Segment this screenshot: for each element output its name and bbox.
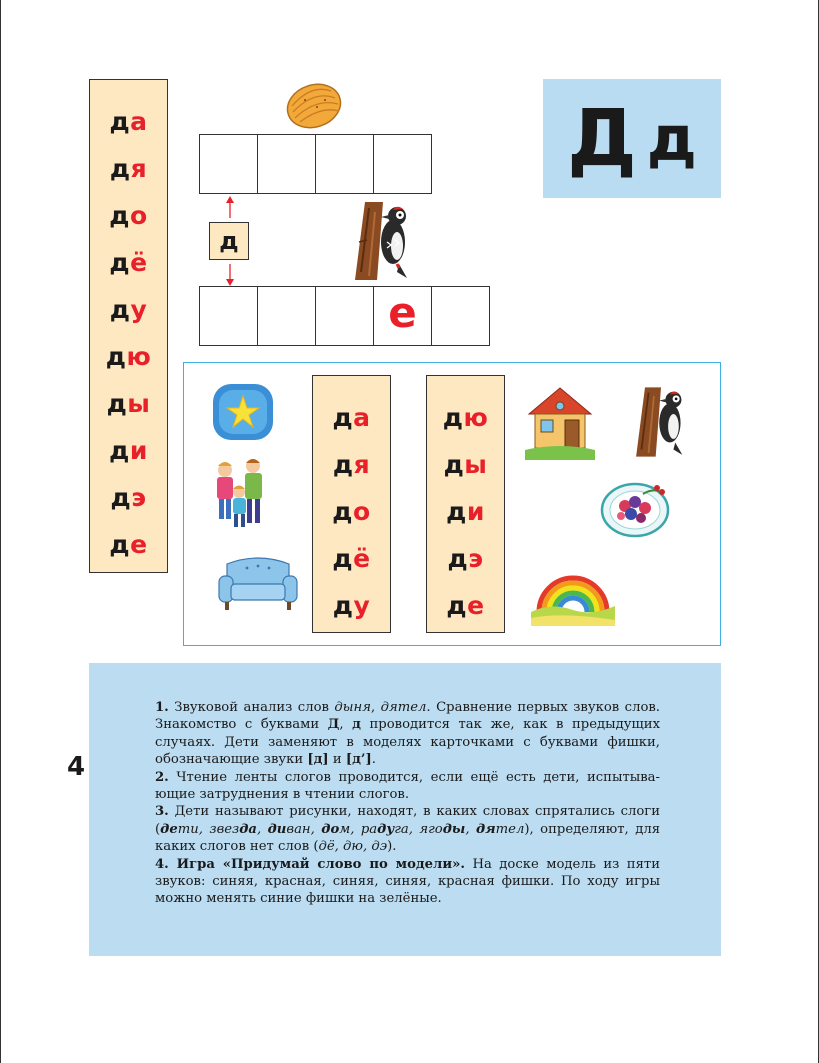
- sound-cell: [431, 286, 490, 346]
- syllable-vowel: и: [129, 436, 148, 465]
- syllable: [109, 239, 147, 286]
- example-word: радуга: [360, 821, 409, 837]
- vowel-letter: е: [388, 288, 417, 337]
- syllable-vowel: э: [468, 544, 484, 573]
- syllable-consonant: д: [442, 403, 464, 432]
- syllable-consonant: д: [105, 342, 127, 371]
- arrow-down-icon: [224, 262, 236, 286]
- sound-cell: [257, 134, 316, 194]
- syllable-vowel: е: [130, 530, 148, 559]
- note-3-words: дети, звезда, диван, дом, радуга, ягоды, дятел: [160, 821, 525, 837]
- sound-cell: [315, 286, 374, 346]
- arrow-up-icon: [224, 196, 236, 220]
- example-word: звезда: [209, 821, 257, 837]
- syllable: [333, 582, 371, 629]
- note-3: 3. Дети называют рисунки, находят, в каких словах спрятались слоги (дети, звезда, диван, дом, радуга, ягоды, дятел), определяют, для каких слогов нет слов (дё, дю, дэ).: [155, 804, 661, 855]
- syllable-consonant: д: [446, 497, 467, 526]
- syllable-consonant: д: [332, 544, 354, 573]
- syllable: [109, 427, 148, 474]
- syllable-vowel: ю: [126, 342, 152, 371]
- sofa-icon: [217, 552, 299, 612]
- sound-cell: [373, 286, 432, 346]
- syllable: [332, 488, 370, 535]
- syllable-consonant: д: [332, 403, 354, 432]
- children-icon: [209, 454, 271, 532]
- syllable-vowel: и: [466, 497, 485, 526]
- note-1: 1. Звуковой анализ слов дыня, дятел. Сравнение первых звуков слов. Знакомство с буквами Д, д проводится так же, как в предыдущих случаях. Дети заменяют в моделях карточками с буквами фишки, обозначающие звуки [д] и [д’].: [155, 700, 661, 768]
- sound-cell: [257, 286, 316, 346]
- sound-model-bottom: [199, 286, 490, 346]
- sound-model-top: [199, 134, 432, 194]
- example-word: дятел: [476, 821, 525, 837]
- syllable-vowel: а: [353, 403, 371, 432]
- syllable: [446, 488, 485, 535]
- syllable-consonant: д: [332, 450, 354, 479]
- uppercase-letter: Д: [567, 93, 637, 184]
- syllable: [110, 286, 148, 333]
- sound-cell: [373, 134, 432, 194]
- syllable-vowel: ё: [130, 248, 148, 277]
- sound-cell: [199, 286, 258, 346]
- syllable-consonant: д: [446, 591, 468, 620]
- syllable: [333, 441, 370, 488]
- woodpecker-icon: [347, 202, 419, 280]
- page-number: 4: [67, 752, 86, 782]
- syllable-consonant: д: [109, 530, 131, 559]
- melon-icon: [283, 80, 345, 130]
- syllable-vowel: ю: [463, 403, 489, 432]
- letters-display: [543, 79, 721, 198]
- syllable-vowel: е: [467, 591, 485, 620]
- syllable: [109, 192, 147, 239]
- syllable-strip-1: [312, 375, 391, 633]
- syllable-consonant: д: [106, 389, 128, 418]
- syllable-strip-2: [426, 375, 505, 633]
- syllable-vowel: о: [353, 497, 371, 526]
- syllable-consonant: д: [447, 544, 469, 573]
- syllable-consonant: д: [443, 450, 465, 479]
- syllable-vowel: ё: [353, 544, 371, 573]
- example-word: диван: [267, 821, 311, 837]
- syllable-vowel: э: [131, 483, 147, 512]
- syllable-vowel: о: [130, 201, 148, 230]
- teacher-notes: [89, 663, 721, 956]
- syllable: [109, 521, 147, 568]
- lowercase-letter: д: [646, 102, 697, 175]
- syllable: [106, 333, 152, 380]
- example-word: дети: [160, 821, 199, 837]
- syllable: [109, 98, 147, 145]
- house-icon: [525, 384, 595, 460]
- syllable: [443, 394, 489, 441]
- syllable: [107, 380, 151, 427]
- syllable-vowel: у: [130, 295, 148, 324]
- syllable-consonant: д: [109, 295, 131, 324]
- note-4: 4. Игра «Придумай слово по модели». На доске модель из пяти звуков: синяя, красная, синяя, синяя, красная фишки. По ходу игры можно менять синие фишки на зелёные.: [155, 856, 660, 907]
- syllable-consonant: д: [109, 201, 130, 230]
- example-word: ягоды: [419, 821, 466, 837]
- syllable: [110, 145, 147, 192]
- rainbow-icon: [531, 556, 615, 626]
- berries-plate-icon: [599, 476, 671, 540]
- syllable-vowel: я: [353, 450, 371, 479]
- notes-text: [155, 699, 660, 908]
- syllable-consonant: д: [109, 154, 131, 183]
- note-2: 2. Чтение ленты слогов проводится, если ещё есть дети, испытывающие затруднения в чтении слогов.: [155, 769, 660, 803]
- woodpecker-icon: [629, 386, 693, 458]
- syllable-consonant: д: [109, 248, 131, 277]
- sound-cell: [199, 134, 258, 194]
- syllable-vowel: я: [130, 154, 148, 183]
- syllable-consonant: д: [109, 107, 131, 136]
- syllable-consonant: д: [110, 483, 132, 512]
- syllable: [332, 394, 370, 441]
- syllable-vowel: ы: [464, 450, 488, 479]
- syllable-vowel: ы: [127, 389, 151, 418]
- syllable: [332, 535, 370, 582]
- syllable: [444, 441, 488, 488]
- star-icon: [211, 382, 275, 442]
- sound-cell: [315, 134, 374, 194]
- example-word: дом: [321, 821, 351, 837]
- syllable: [110, 474, 146, 521]
- syllable-consonant: д: [109, 436, 130, 465]
- syllable-strip-left: [89, 79, 168, 573]
- syllable-consonant: д: [332, 591, 354, 620]
- letter-card: д: [209, 222, 249, 260]
- syllable-consonant: д: [332, 497, 353, 526]
- syllable-vowel: а: [130, 107, 148, 136]
- syllable: [447, 535, 483, 582]
- syllable: [446, 582, 484, 629]
- syllable-vowel: у: [353, 591, 371, 620]
